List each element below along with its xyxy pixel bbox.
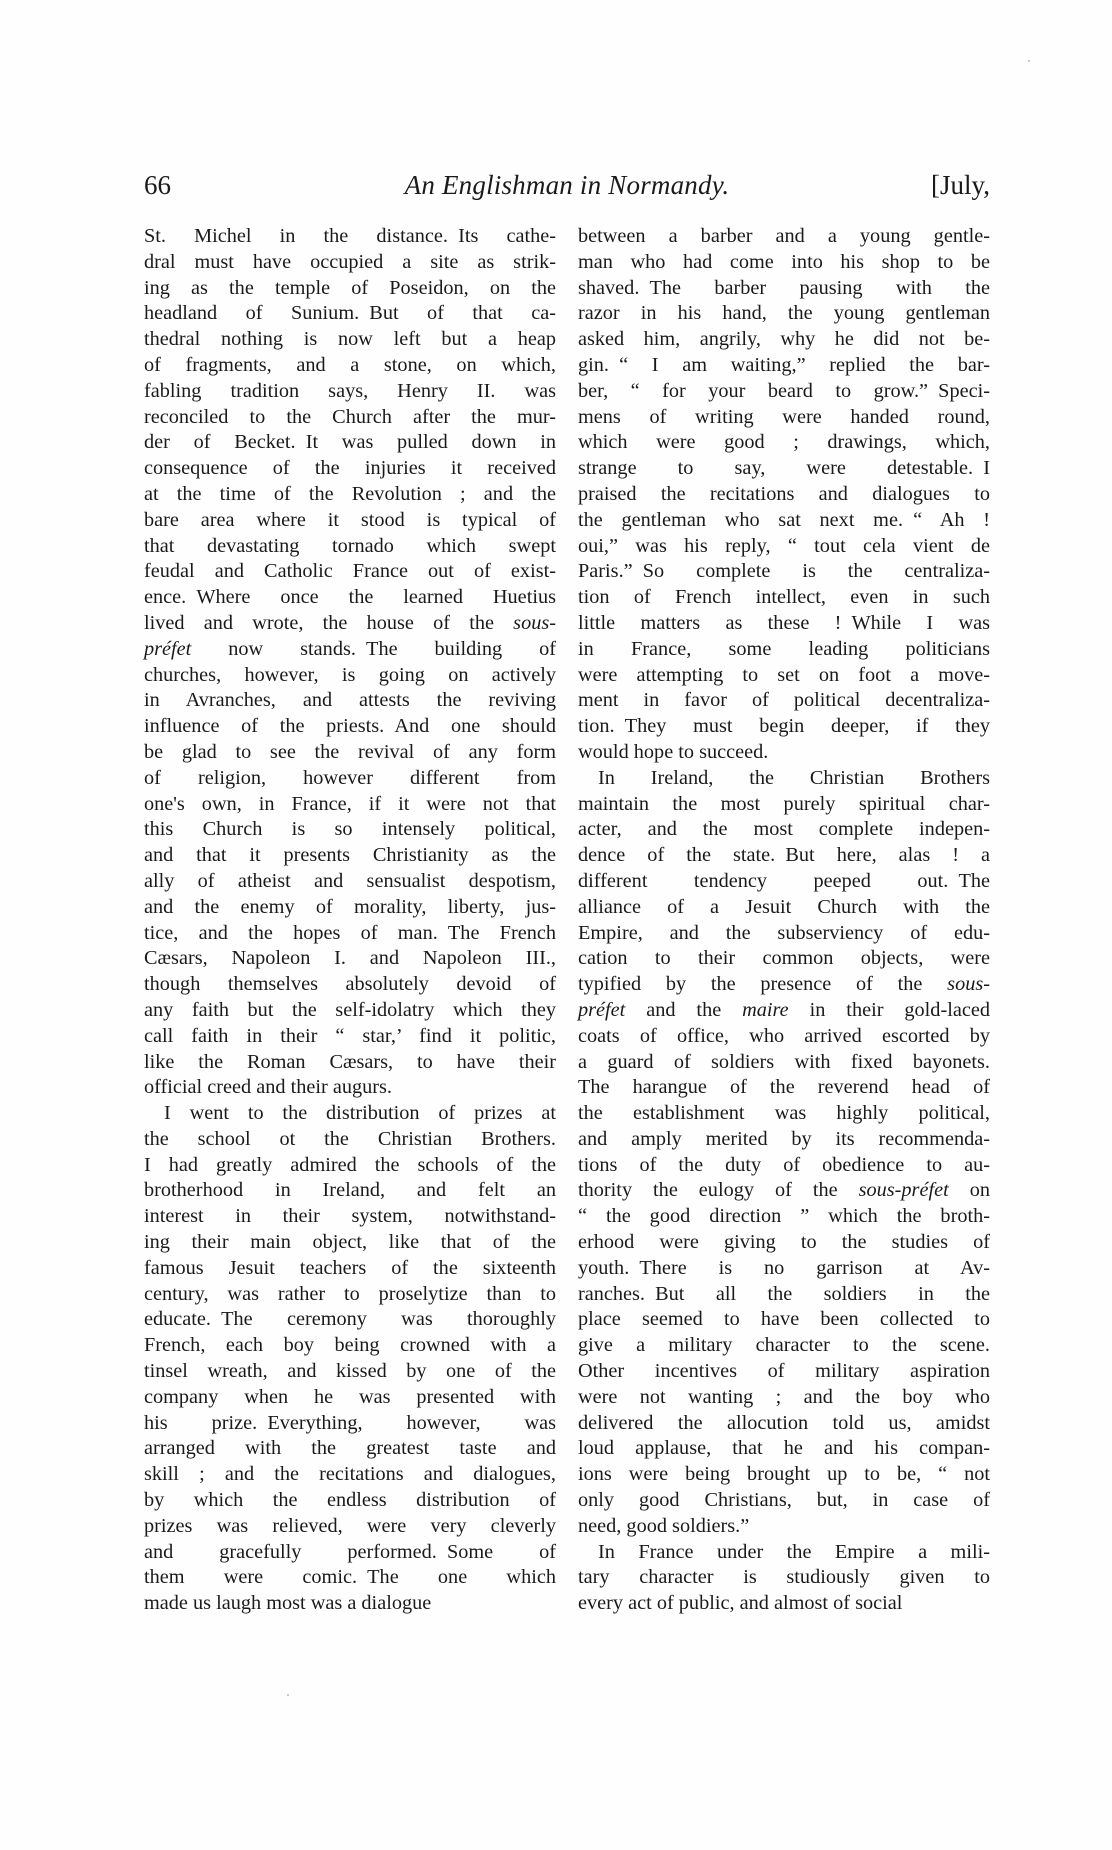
text-line: French, each boy being crowned with a xyxy=(144,1334,556,1357)
text-line: coats of office, who arrived escorted by xyxy=(578,1024,990,1047)
text-line: alliance of a Jesuit Church with the xyxy=(578,895,990,918)
running-head xyxy=(144,168,990,202)
text-line: by which the endless distribution of xyxy=(144,1489,556,1512)
text-line: of fragments, and a stone, on which, xyxy=(144,353,556,376)
text-line: shaved. The barber pausing with the xyxy=(578,276,990,299)
text-line: in France, some leading politicians xyxy=(578,637,990,660)
text-line: cation to their common objects, were xyxy=(578,947,990,970)
text-line: tary character is studiously given to xyxy=(578,1566,990,1589)
text-line: Paris.” So complete is the centraliza- xyxy=(578,560,990,583)
text-line: In France under the Empire a mili- xyxy=(598,1540,990,1563)
text-line: tions of the duty of obedience to au- xyxy=(578,1153,990,1176)
text-line: reconciled to the Church after the mur- xyxy=(144,405,556,428)
text-line: skill ; and the recitations and dialogues, xyxy=(144,1463,556,1486)
italic-term: sous- xyxy=(513,611,556,634)
text-line: this Church is so intensely political, xyxy=(144,818,556,841)
text-line: oui,” was his reply, “ tout cela vient de xyxy=(578,534,990,557)
text-line: maintain the most purely spiritual char- xyxy=(578,792,990,815)
text-line: I had greatly admired the schools of the xyxy=(144,1153,556,1176)
text-line: delivered the allocution told us, amidst xyxy=(578,1411,990,1434)
text-line: made us laugh most was a dialogue xyxy=(144,1592,432,1615)
text-line: educate. The ceremony was thoroughly xyxy=(144,1308,556,1331)
text-line: the establishment was highly political, xyxy=(578,1102,990,1125)
text-line: thority the eulogy of the sous-préfet on xyxy=(578,1179,990,1202)
text-line: “ the good direction ” which the broth- xyxy=(578,1205,990,1228)
text-line: In Ireland, the Christian Brothers xyxy=(598,766,990,789)
text-line: which were good ; drawings, which, xyxy=(578,431,990,454)
text-line: be glad to see the revival of any form xyxy=(144,740,556,763)
text-line: tinsel wreath, and kissed by one of the xyxy=(144,1360,556,1383)
text-line: and gracefully performed. Some of xyxy=(144,1540,556,1563)
text-line: ions were being brought up to be, “ not xyxy=(578,1463,990,1486)
italic-term: sous-préfet xyxy=(858,1179,949,1202)
text-line: ranches. But all the soldiers in the xyxy=(578,1282,990,1305)
text-line: though themselves absolutely devoid of xyxy=(144,973,556,996)
text-line: influence of the priests. And one should xyxy=(144,715,556,738)
text-line: youth. There is no garrison at Av- xyxy=(578,1256,990,1279)
text-line: mens of writing were handed round, xyxy=(578,405,990,428)
page-number: 66 xyxy=(144,170,171,200)
text-line: churches, however, is going on actively xyxy=(144,663,556,686)
text-line: tice, and the hopes of man. The French xyxy=(144,921,556,944)
text-line: Empire, and the subserviency of edu- xyxy=(578,921,990,944)
text-line: century, was rather to proselytize than to xyxy=(144,1282,556,1305)
text-line: were not wanting ; and the boy who xyxy=(578,1385,990,1408)
text-line: tion of French intellect, even in such xyxy=(578,586,990,609)
text-line: tion. They must begin deeper, if they xyxy=(578,715,990,738)
text-line: Other incentives of military aspiration xyxy=(578,1360,990,1383)
text-line: dral must have occupied a site as strik- xyxy=(144,250,556,273)
text-line: were attempting to set on foot a move- xyxy=(578,663,990,686)
right-column xyxy=(578,224,990,1617)
print-speck xyxy=(1028,60,1030,62)
text-line: official creed and their augurs. xyxy=(144,1076,392,1099)
text-line: Cæsars, Napoleon I. and Napoleon III., xyxy=(144,947,556,970)
date-mark: [July, xyxy=(931,170,990,200)
text-line: famous Jesuit teachers of the sixteenth xyxy=(144,1256,556,1279)
left-column xyxy=(144,224,556,1617)
italic-term: préfet xyxy=(578,998,626,1021)
text-line: his prize. Everything, however, was xyxy=(144,1411,556,1434)
text-line: only good Christians, but, in case of xyxy=(578,1489,990,1512)
text-line: arranged with the greatest taste and xyxy=(144,1437,556,1460)
text-line: feudal and Catholic France out of exist- xyxy=(144,560,556,583)
text-line: ally of atheist and sensualist despotism, xyxy=(144,869,556,892)
text-line: give a military character to the scene. xyxy=(578,1334,990,1357)
text-line: préfet and the maire in their gold-laced xyxy=(578,998,990,1021)
text-line: in Avranches, and attests the reviving xyxy=(144,689,556,712)
text-line: ber, “ for your beard to grow.” Speci- xyxy=(578,379,990,402)
text-line: bare area where it stood is typical of xyxy=(144,508,556,531)
text-line: erhood were giving to the studies of xyxy=(578,1231,990,1254)
text-line: typified by the presence of the sous- xyxy=(578,973,990,996)
text-line: need, good soldiers.” xyxy=(578,1514,750,1537)
text-line: consequence of the injuries it received xyxy=(144,457,556,480)
text-line: of religion, however different from xyxy=(144,766,556,789)
text-line: gin. “ I am waiting,” replied the bar- xyxy=(578,353,990,376)
text-line: call faith in their “ star,’ find it politic, xyxy=(144,1024,556,1047)
text-line: der of Becket. It was pulled down in xyxy=(144,431,556,454)
text-line: dence of the state. But here, alas ! a xyxy=(578,844,990,867)
text-line: razor in his hand, the young gentleman xyxy=(578,302,990,325)
text-line: and that it presents Christianity as the xyxy=(144,844,556,867)
text-line: brotherhood in Ireland, and felt an xyxy=(144,1179,556,1202)
text-line: would hope to succeed. xyxy=(578,740,769,763)
text-line: strange to say, were detestable. I xyxy=(578,457,990,480)
text-line: ment in favor of political decentraliza- xyxy=(578,689,990,712)
text-line: préfet now stands. The building of xyxy=(144,637,556,660)
text-line: at the time of the Revolution ; and the xyxy=(144,482,556,505)
text-line: that devastating tornado which swept xyxy=(144,534,556,557)
text-line: different tendency peeped out. The xyxy=(578,869,990,892)
text-line: asked him, angrily, why he did not be- xyxy=(578,328,990,351)
text-line: place seemed to have been collected to xyxy=(578,1308,990,1331)
italic-term: préfet xyxy=(144,637,192,660)
italic-term: sous- xyxy=(947,973,990,996)
text-line: prizes was relieved, were very cleverly xyxy=(144,1514,556,1537)
text-line: any faith but the self-idolatry which they xyxy=(144,998,556,1021)
text-line: the school ot the Christian Brothers. xyxy=(144,1127,556,1150)
text-line: ing as the temple of Poseidon, on the xyxy=(144,276,556,299)
text-line: ing their main object, like that of the xyxy=(144,1231,556,1254)
text-line: headland of Sunium. But of that ca- xyxy=(144,302,556,325)
text-line: the gentleman who sat next me. “ Ah ! xyxy=(578,508,990,531)
running-title: An Englishman in Normandy. xyxy=(404,170,730,200)
text-line: them were comic. The one which xyxy=(144,1566,556,1589)
text-line: and the enemy of morality, liberty, jus- xyxy=(144,895,556,918)
text-line: loud applause, that he and his compan- xyxy=(578,1437,990,1460)
text-line: every act of public, and almost of social xyxy=(578,1592,903,1615)
text-line: little matters as these ! While I was xyxy=(578,611,990,634)
text-line: The harangue of the reverend head of xyxy=(578,1076,990,1099)
text-line: like the Roman Cæsars, to have their xyxy=(144,1050,556,1073)
print-speck xyxy=(287,1694,289,1696)
text-line: a guard of soldiers with fixed bayonets. xyxy=(578,1050,990,1073)
text-line: ence. Where once the learned Huetius xyxy=(144,586,556,609)
text-line: fabling tradition says, Henry II. was xyxy=(144,379,556,402)
text-line: interest in their system, notwithstand- xyxy=(144,1205,556,1228)
text-line: one's own, in France, if it were not that xyxy=(144,792,556,815)
text-line: acter, and the most complete indepen- xyxy=(578,818,990,841)
text-line: thedral nothing is now left but a heap xyxy=(144,328,556,351)
text-line: St. Michel in the distance. Its cathe- xyxy=(144,225,556,247)
text-line: lived and wrote, the house of the sous- xyxy=(144,611,556,634)
text-line: company when he was presented with xyxy=(144,1385,556,1408)
text-line: and amply merited by its recommenda- xyxy=(578,1127,990,1150)
text-line: I went to the distribution of prizes at xyxy=(164,1102,556,1125)
italic-term: maire xyxy=(742,998,789,1021)
text-line: between a barber and a young gentle- xyxy=(578,225,990,247)
text-line: praised the recitations and dialogues to xyxy=(578,482,990,505)
text-line: man who had come into his shop to be xyxy=(578,250,990,273)
